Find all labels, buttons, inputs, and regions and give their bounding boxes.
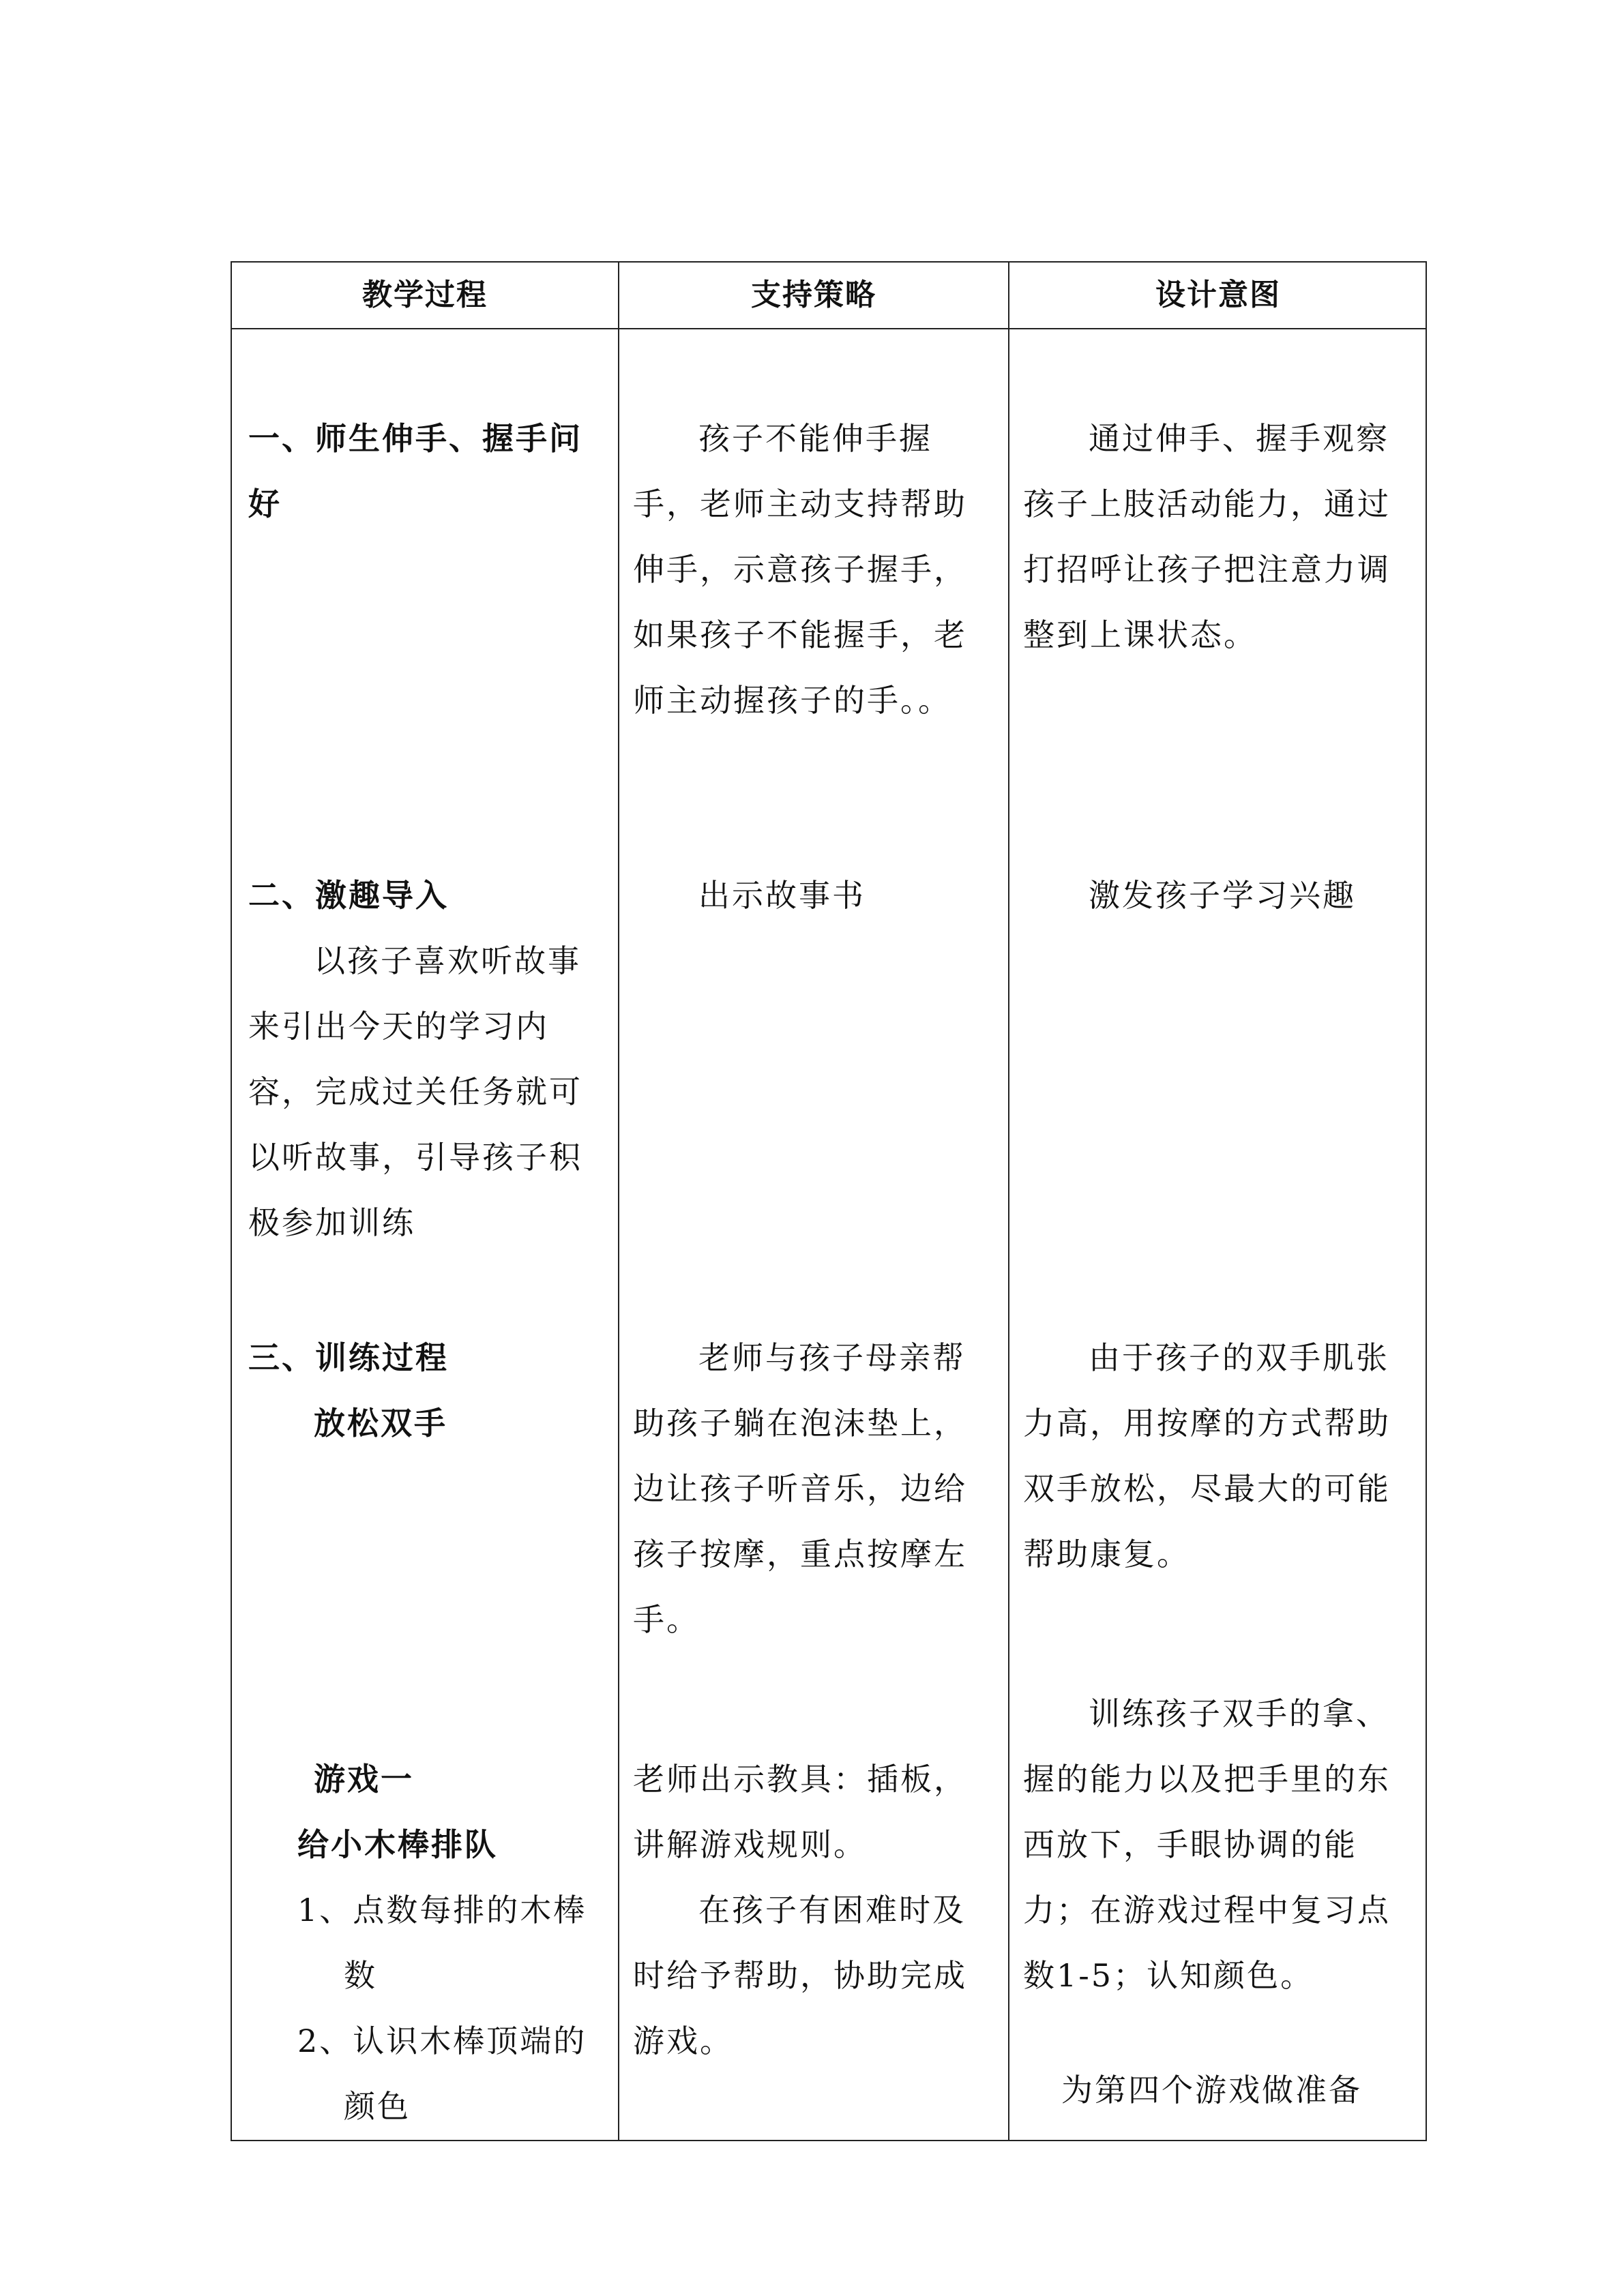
section-3-subtitle: 放松双手 bbox=[314, 1405, 447, 1442]
section-1-title: 一、师生伸手、握手问好 bbox=[248, 420, 582, 522]
game-1-intent: 训练孩子双手的拿、握的能力以及把手里的东西放下，手眼协调的能力；在游戏过程中复习点数1-5；认知颜色。 bbox=[1023, 1695, 1391, 1994]
game-1-strategy-help: 在孩子有困难时及时给予帮助，协助完成游戏。 bbox=[633, 1892, 967, 2059]
section-1-intent: 通过伸手、握手观察孩子上肢活动能力，通过打招呼让孩子把注意力调整到上课状态。 bbox=[1023, 420, 1391, 653]
game-1-name: 给小木棒排队 bbox=[297, 1826, 498, 1863]
game-1-strategy-intro: 老师出示教具：插板，讲解游戏规则。 bbox=[633, 1761, 967, 1863]
game-1-step-2-cont: 颜色 bbox=[344, 2088, 411, 2125]
section-2-title: 二、激趣导入 bbox=[248, 877, 449, 914]
header-design-intent: 设计意图 bbox=[1155, 278, 1281, 312]
section-2-intent: 激发孩子学习兴趣 bbox=[1089, 877, 1356, 914]
column-divider bbox=[1008, 263, 1009, 2140]
section-2-strategy: 出示故事书 bbox=[698, 877, 866, 914]
header-support-strategy: 支持策略 bbox=[751, 278, 876, 312]
game-1-step-1-cont: 数 bbox=[344, 1957, 377, 1994]
header-divider bbox=[232, 328, 1426, 329]
header-teaching-process: 教学过程 bbox=[362, 278, 488, 312]
column-divider bbox=[618, 263, 619, 2140]
lesson-plan-table bbox=[231, 261, 1427, 2141]
game-1-intent-prep: 为第四个游戏做准备 bbox=[1061, 2072, 1362, 2108]
section-3-intent: 由于孩子的双手肌张力高，用按摩的方式帮助双手放松，尽最大的可能帮助康复。 bbox=[1023, 1339, 1391, 1572]
game-1-step-2: 2、认识木棒顶端的 bbox=[297, 2023, 587, 2059]
section-3-strategy: 老师与孩子母亲帮助孩子躺在泡沫垫上，边让孩子听音乐，边给孩子按摩，重点按摩左手。 bbox=[633, 1339, 967, 1638]
section-1-strategy: 孩子不能伸手握手，老师主动支持帮助伸手，示意孩子握手，如果孩子不能握手，老师主动握孩子的手。。 bbox=[633, 420, 967, 719]
section-3-title: 三、训练过程 bbox=[248, 1339, 449, 1376]
section-2-body: 以孩子喜欢听故事来引出今天的学习内容，完成过关任务就可以听故事，引导孩子积极参加训练 bbox=[248, 942, 582, 1241]
game-1-title: 游戏一 bbox=[314, 1761, 414, 1798]
game-1-step-1: 1、点数每排的木棒 bbox=[297, 1892, 587, 1928]
